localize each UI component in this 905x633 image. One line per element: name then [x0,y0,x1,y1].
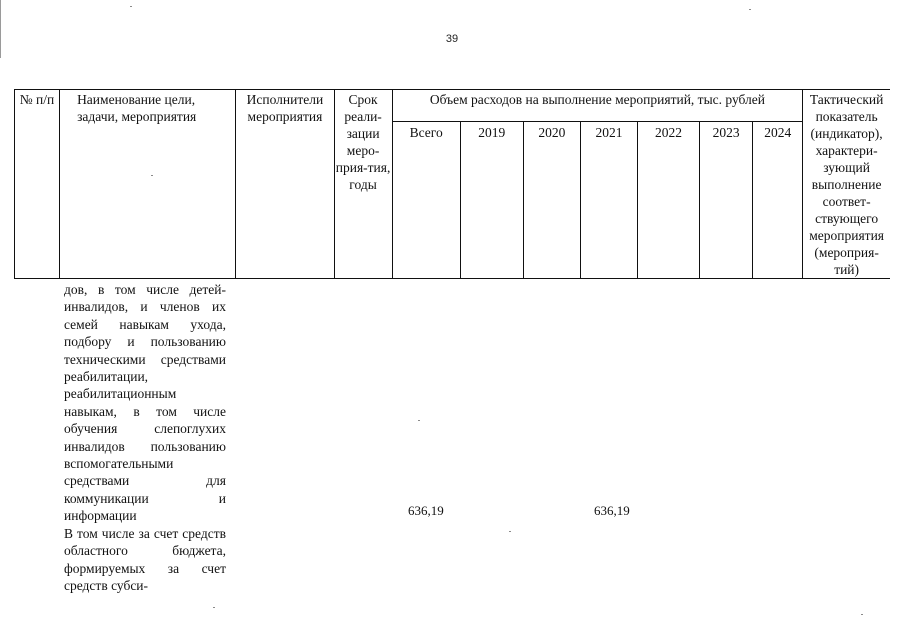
header-year-2020: 2020 [523,122,580,279]
header-year-2022: 2022 [638,122,700,279]
scan-speck [130,6,132,7]
scan-speck [213,607,215,608]
scan-speck [418,420,420,421]
header-year-2021: 2021 [580,122,637,279]
scan-edge [0,0,1,58]
header-year-2024: 2024 [753,122,803,279]
scan-speck [861,614,863,615]
scan-speck [509,531,511,532]
header-col-volume: Объем расходов на выполнение мероприятий, тыс. рублей [392,90,803,122]
header-year-2019: 2019 [460,122,523,279]
header-col-name: Наименование цели, задачи, мероприятия [60,90,236,279]
header-col-number: № п/п [15,90,60,279]
value-2021: 636,19 [594,503,630,518]
scan-speck [151,175,153,176]
page-number: 39 [445,33,459,45]
header-col-indicator: Тактический показатель (индикатор), характери-зующий выполнение соответ-ствующего мероприятия (мероприя-тий) [803,90,890,279]
header-col-term: Срок реали-зации меро-прия-тия, годы [334,90,392,279]
measure-paragraph-2: В том числе за счет средств областного бюджета, формируемых за счет средств субси- [64,525,226,593]
header-col-executors: Исполнители мероприятия [236,90,334,279]
scan-speck [749,9,751,10]
header-col-total: Всего [392,122,460,279]
value-total: 636,19 [408,503,444,518]
header-year-2023: 2023 [700,122,753,279]
table-header [14,89,890,279]
measure-paragraph-1: дов, в том числе детей-инвалидов, и членов их семей навыкам ухода, подбору и пользованию техническими средствами реабилитации, реабилитационным навыкам, в том числе обучения слепоглухих инвалидов пользованию вспомогательными средствами для коммуникации и информации [64,282,226,524]
measure-description [64,281,226,594]
